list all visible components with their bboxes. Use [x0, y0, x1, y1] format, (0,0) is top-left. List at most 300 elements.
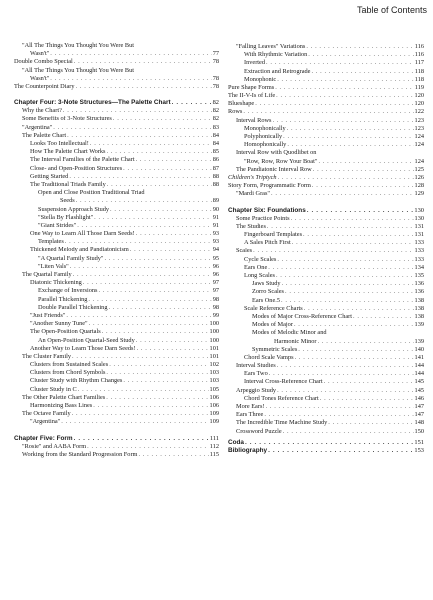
toc-entry[interactable] [14, 378, 219, 386]
toc-page-number: 140 [414, 345, 424, 353]
toc-entry[interactable] [14, 148, 219, 156]
toc-page-number: 139 [414, 321, 424, 329]
toc-chapter-heading[interactable] [14, 99, 219, 107]
toc-dot-leader [73, 271, 212, 279]
toc-entry[interactable] [14, 181, 219, 189]
toc-dot-leader [306, 43, 413, 51]
toc-dot-leader [295, 354, 414, 362]
toc-entry-title: More Ears! [236, 403, 265, 411]
toc-dot-leader [108, 304, 211, 312]
toc-entry[interactable] [14, 42, 219, 50]
toc-entry[interactable] [228, 288, 424, 296]
toc-entry[interactable] [14, 312, 219, 320]
toc-page-number: 133 [414, 247, 424, 255]
toc-entry[interactable] [228, 190, 424, 198]
toc-page-number: 82 [212, 115, 219, 123]
toc-page-number: 112 [209, 442, 219, 450]
toc-dot-leader [93, 402, 208, 410]
toc-entry-title: The II-V-Is of Life [228, 92, 276, 100]
toc-page-number: 78 [212, 74, 219, 82]
toc-entry[interactable] [228, 149, 424, 157]
toc-entry[interactable] [228, 182, 424, 190]
toc-page-number: 98 [212, 303, 219, 311]
toc-entry[interactable] [14, 451, 219, 459]
toc-entry-title: Parallel Thickening [38, 295, 88, 303]
toc-page-number: 125 [414, 165, 424, 173]
toc-dot-leader [83, 279, 212, 287]
toc-page-number: 105 [209, 385, 219, 393]
toc-entry[interactable] [228, 248, 424, 256]
toc-page-number: 82 [212, 99, 219, 107]
toc-page-number: 134 [414, 263, 424, 271]
toc-page-number: 119 [414, 83, 424, 91]
toc-page-number: 144 [414, 370, 424, 378]
toc-dot-leader [283, 428, 414, 436]
toc-page-number: 96 [212, 262, 219, 270]
toc-entry[interactable] [228, 84, 424, 92]
toc-dot-leader [328, 419, 413, 427]
toc-entry[interactable] [228, 387, 424, 395]
toc-entry-title: Modes of Melodic Minor and [252, 329, 327, 337]
toc-dot-leader [69, 173, 211, 181]
toc-entry[interactable] [14, 124, 219, 132]
toc-page-number: 139 [414, 337, 424, 345]
toc-entry-title: The Pandiatonic Interval Row [236, 165, 312, 173]
toc-entry[interactable] [14, 156, 219, 164]
toc-entry[interactable] [228, 239, 424, 247]
toc-page-number: 101 [209, 352, 219, 360]
toc-entry[interactable] [228, 125, 424, 133]
toc-page-number: 102 [209, 361, 219, 369]
toc-entry-title: Working from the Standard Progression Form [22, 451, 138, 458]
toc-entry[interactable] [228, 92, 424, 100]
toc-entry[interactable] [14, 402, 219, 410]
toc-entry[interactable] [228, 403, 424, 411]
toc-page-number: 96 [212, 271, 219, 279]
toc-entry[interactable] [14, 304, 219, 312]
toc-entry-title: Monophonic [244, 75, 277, 83]
toc-page-number: 129 [414, 190, 424, 198]
toc-page-number: 130 [414, 214, 424, 222]
toc-dot-leader [255, 100, 413, 108]
toc-dot-leader [268, 264, 413, 272]
toc-page-number: 147 [414, 403, 424, 411]
toc-entry[interactable] [14, 189, 219, 197]
toc-dot-leader [50, 75, 211, 83]
toc-entry[interactable] [228, 419, 424, 427]
toc-entry-title: Double Combo Special [14, 58, 73, 66]
toc-page-number: 106 [209, 402, 219, 410]
toc-page-number: 109 [209, 418, 219, 426]
toc-entry-title: The Incredible Time Machine Study [236, 419, 328, 427]
toc-dot-leader [264, 411, 413, 419]
toc-entry[interactable] [228, 297, 424, 305]
toc-entry[interactable] [228, 117, 424, 125]
toc-entry[interactable] [14, 320, 219, 328]
toc-page-number: 141 [414, 353, 424, 361]
toc-entry[interactable] [228, 321, 424, 329]
toc-dot-leader [318, 338, 414, 346]
toc-entry[interactable] [14, 279, 219, 287]
toc-dot-leader [66, 312, 211, 320]
toc-gap [14, 91, 219, 99]
toc-page-number: 116 [414, 51, 424, 59]
toc-page-number: 100 [209, 320, 219, 328]
toc-entry[interactable] [228, 305, 424, 313]
toc-entry-title: Modes of Major Cross-Reference Chart [252, 313, 353, 320]
toc-dot-leader [285, 288, 414, 296]
toc-dot-leader [76, 83, 212, 91]
toc-entry-title: "Falling Leaves" Variations [236, 43, 306, 50]
toc-entry-title: The Other Palette Chart Families [22, 393, 106, 401]
toc-dot-leader [70, 263, 212, 271]
toc-entry[interactable] [14, 410, 219, 418]
toc-page-number: 133 [414, 255, 424, 263]
toc-entry-title: The Counterpoint Diary [14, 82, 75, 90]
toc-page-number: 131 [414, 222, 424, 230]
toc-entry-title: Chapter Five: Form [14, 434, 73, 442]
toc-dot-leader [268, 447, 413, 455]
toc-entry[interactable] [228, 338, 424, 346]
toc-page-number: 99 [212, 312, 219, 319]
toc-entry[interactable] [228, 51, 424, 59]
toc-entry[interactable] [14, 50, 219, 58]
toc-dot-leader [324, 379, 414, 387]
toc-page-number: 123 [414, 116, 424, 124]
toc-page-number: 97 [212, 287, 219, 295]
toc-page-number: 84 [212, 140, 219, 148]
toc-dot-leader [106, 369, 208, 377]
toc-dot-leader [281, 297, 414, 305]
toc-entry[interactable] [228, 158, 424, 166]
toc-dot-leader [275, 84, 414, 92]
toc-dot-leader [113, 116, 212, 124]
toc-dot-leader [312, 182, 414, 190]
toc-dot-leader [123, 378, 208, 386]
toc-dot-leader [136, 337, 209, 345]
toc-entry[interactable] [14, 222, 219, 230]
toc-page-number: 106 [209, 393, 219, 401]
toc-page-number: 150 [414, 427, 424, 435]
toc-entry-title: Interval Studies [236, 362, 276, 370]
toc-dot-leader [137, 345, 209, 353]
toc-page-number: 111 [209, 434, 219, 442]
toc-page-number: 83 [212, 123, 219, 131]
toc-entry[interactable] [228, 329, 424, 337]
toc-entry-title: Clusters from Chord Symbols [30, 369, 106, 377]
toc-entry[interactable] [14, 287, 219, 295]
toc-page-number: 118 [414, 75, 424, 83]
toc-page-number: 120 [414, 92, 424, 100]
toc-dot-leader [276, 272, 414, 280]
toc-entry[interactable] [14, 230, 219, 238]
toc-dot-leader [109, 361, 208, 369]
toc-entry-title: Fingerboard Templates [244, 231, 303, 239]
toc-entry-title: Seeds [60, 197, 75, 205]
toc-entry[interactable] [228, 379, 424, 387]
toc-left-column [14, 42, 219, 459]
toc-page-number: 136 [414, 280, 424, 288]
toc-dot-leader [273, 117, 414, 125]
toc-entry[interactable] [228, 59, 424, 67]
toc-page-number: 117 [414, 59, 424, 67]
toc-dot-leader [107, 148, 212, 156]
toc-entry[interactable] [14, 116, 219, 124]
toc-entry[interactable] [228, 141, 424, 149]
toc-page-number: 124 [414, 133, 424, 141]
toc-entry-title: "All The Things You Thought You Were But [22, 42, 134, 49]
toc-entry-title: Wasn't" [30, 74, 50, 82]
toc-entry[interactable] [14, 83, 219, 91]
toc-entry[interactable] [14, 345, 219, 353]
toc-chapter-heading[interactable] [14, 435, 219, 443]
toc-dot-leader [276, 92, 413, 100]
toc-entry-title: Interval Rows [236, 116, 272, 124]
toc-entry-title: "Mardi Gras" [236, 190, 270, 198]
toc-entry[interactable] [228, 272, 424, 280]
toc-page-number: 78 [212, 82, 219, 90]
toc-entry[interactable] [14, 263, 219, 271]
toc-entry-title: "Stella By Flashlight" [38, 213, 94, 221]
toc-entry-title: Children's Triptych [228, 174, 277, 181]
toc-entry-title: Thickened Melody and Pandiatonicism [30, 246, 129, 254]
toc-entry-title: Diatonic Thickening [30, 279, 82, 287]
toc-page-number: 147 [414, 411, 424, 419]
toc-entry[interactable] [14, 418, 219, 426]
toc-dot-leader [277, 362, 414, 370]
toc-dot-leader [282, 280, 414, 288]
toc-entry-title: Some Practice Points [236, 214, 290, 222]
toc-dot-leader [245, 439, 413, 447]
toc-dot-leader [50, 50, 211, 58]
toc-dot-leader [313, 166, 414, 174]
toc-entry[interactable] [228, 109, 424, 117]
toc-page-number: 130 [414, 206, 424, 214]
toc-entry-title: Another Way to Learn Those Darn Seeds! [30, 344, 136, 352]
toc-entry[interactable] [14, 353, 219, 361]
toc-page-number: 84 [212, 131, 219, 139]
toc-page-number: 131 [414, 231, 424, 239]
toc-entry-title: Cycle Scales [244, 255, 277, 263]
toc-entry[interactable] [228, 264, 424, 272]
toc-entry[interactable] [14, 197, 219, 205]
toc-dot-leader [106, 394, 208, 402]
toc-entry-title: Bibliography [228, 447, 268, 454]
toc-entry-title: The Interval Families of the Palette Chart [30, 156, 135, 164]
toc-dot-leader [304, 305, 414, 313]
toc-entry-title: Pure Shape Forms [228, 83, 275, 91]
toc-dot-leader [277, 256, 413, 264]
toc-entry-title: Looks Too Intellectual! [30, 140, 89, 148]
toc-entry-title: The Octave Family [22, 410, 71, 418]
toc-dot-leader [243, 109, 413, 117]
toc-entry-title: Blueshape [228, 100, 255, 108]
toc-dot-leader [87, 443, 209, 451]
toc-entry[interactable] [14, 296, 219, 304]
toc-entry[interactable] [14, 58, 219, 66]
toc-dot-leader [292, 239, 414, 247]
toc-page-number: 124 [414, 157, 424, 165]
toc-entry[interactable] [228, 411, 424, 419]
toc-page-number: 103 [209, 377, 219, 385]
toc-entry-title: Double Parallel Thickening [38, 303, 108, 311]
toc-dot-leader [298, 346, 413, 354]
toc-page-number: 77 [212, 50, 219, 58]
toc-entry[interactable] [14, 75, 219, 83]
toc-entry[interactable] [14, 394, 219, 402]
toc-entry[interactable] [14, 165, 219, 173]
toc-entry-title: Harmonizing Bass Lines [30, 402, 93, 410]
toc-entry-title: Ears One [244, 263, 268, 271]
toc-entry[interactable] [228, 133, 424, 141]
toc-dot-leader [63, 107, 212, 115]
toc-entry-title: "Another Sunny Tune" [30, 320, 88, 328]
toc-entry-title: An Open-Position Quartal-Seed Study [38, 336, 135, 344]
toc-entry-title: Chord Tones Reference Chart [244, 394, 319, 402]
toc-page-number: 126 [414, 174, 424, 181]
toc-gap [14, 427, 219, 435]
toc-page-number: 82 [212, 107, 219, 115]
toc-entry-title: Coda [228, 438, 244, 446]
toc-entry-title: Inverted [244, 59, 265, 67]
toc-entry[interactable] [228, 223, 424, 231]
toc-entry-title: Polyphonically [244, 133, 283, 141]
toc-dot-leader [65, 238, 212, 246]
toc-entry-title: Monophonically [244, 124, 286, 132]
toc-dot-leader [53, 124, 211, 132]
toc-entry[interactable] [228, 76, 424, 84]
toc-entry-title: Suspension Approach Study [38, 205, 110, 213]
toc-entry[interactable] [228, 362, 424, 370]
toc-entry[interactable] [14, 214, 219, 222]
toc-page-number: 128 [414, 182, 424, 190]
toc-entry[interactable] [228, 231, 424, 239]
toc-entry-title: Rows [228, 108, 243, 116]
toc-dot-leader [266, 59, 414, 67]
toc-dot-leader [266, 403, 414, 411]
toc-page-number: 135 [414, 272, 424, 280]
toc-entry-title: "Giant Strides" [38, 221, 77, 229]
toc-dot-leader [89, 320, 209, 328]
toc-entry-title: "Rosie" and AABA Form [22, 442, 87, 450]
toc-entry-title: Cluster Study with Rhythm Changes [30, 377, 123, 385]
toc-entry[interactable] [14, 255, 219, 263]
toc-dot-leader [294, 321, 414, 329]
toc-page-number: 100 [209, 336, 219, 344]
toc-entry-title: "Row, Row, Row Your Boat" [244, 157, 318, 165]
toc-entry[interactable] [14, 247, 219, 255]
toc-entry-title: Jaws Study [252, 280, 281, 288]
toc-entry[interactable] [14, 386, 219, 394]
toc-entry-title: Chapter Four: 3-Note Structures—The Palette Chart [14, 99, 171, 107]
toc-entry-title: The Studies [236, 222, 266, 230]
toc-page-number: 97 [212, 279, 219, 287]
toc-entry[interactable] [228, 100, 424, 108]
toc-entry[interactable] [14, 67, 219, 75]
toc-dot-leader [98, 287, 211, 295]
toc-entry-title: Templates [38, 238, 64, 246]
toc-entry[interactable] [228, 166, 424, 174]
toc-entry[interactable] [14, 443, 219, 451]
toc-entry-title: Close- and Open-Position Structures [30, 164, 123, 172]
toc-entry-title: Clusters from Sustained Scales [30, 361, 109, 369]
toc-entry-title: Interval Cross-Reference Chart [244, 378, 323, 386]
toc-entry[interactable] [14, 238, 219, 246]
toc-entry[interactable] [228, 370, 424, 378]
toc-entry[interactable] [14, 337, 219, 345]
toc-entry[interactable] [14, 361, 219, 369]
toc-entry[interactable] [228, 256, 424, 264]
toc-page-number: 145 [414, 386, 424, 394]
toc-entry[interactable] [228, 346, 424, 354]
toc-entry[interactable] [14, 140, 219, 148]
toc-entry[interactable] [14, 173, 219, 181]
toc-entry-title: Extraction and Retrograde [244, 67, 311, 75]
toc-entry-title: Some Benefits of 3-Note Structures [22, 115, 112, 123]
toc-dot-leader [271, 190, 414, 198]
toc-entry[interactable] [14, 328, 219, 336]
toc-entry-title: Chord Scale Vamps [244, 353, 294, 361]
toc-entry-title: Why the Chart? [22, 107, 62, 115]
toc-page-number: 101 [209, 344, 219, 352]
toc-entry[interactable] [228, 68, 424, 76]
toc-entry[interactable] [228, 43, 424, 51]
toc-entry[interactable] [228, 280, 424, 288]
toc-entry-title: Crossword Puzzle [236, 427, 282, 435]
toc-entry[interactable] [228, 313, 424, 321]
toc-dot-leader [172, 99, 212, 107]
toc-chapter-heading[interactable] [228, 447, 424, 455]
toc-entry[interactable] [14, 369, 219, 377]
toc-page-number: 123 [414, 124, 424, 132]
toc-dot-leader [287, 125, 414, 133]
toc-chapter-heading[interactable] [228, 207, 424, 215]
toc-entry-title: Homophonically [244, 141, 287, 149]
toc-entry[interactable] [14, 206, 219, 214]
toc-page-number: 98 [212, 295, 219, 303]
toc-dot-leader [88, 296, 211, 304]
toc-dot-leader [278, 174, 414, 182]
toc-dot-leader [277, 76, 414, 84]
toc-entry-title: "Argentina" [30, 418, 61, 426]
toc-entry[interactable] [228, 174, 424, 182]
toc-entry-title: Interval Row with Quodlibet on [236, 149, 317, 157]
toc-page-number: 136 [414, 288, 424, 296]
toc-dot-leader [283, 133, 413, 141]
toc-entry-title: The Traditional Triads Family [30, 181, 106, 188]
toc-page-number: 120 [414, 100, 424, 108]
toc-entry[interactable] [14, 107, 219, 115]
toc-dot-leader [320, 395, 414, 403]
toc-gap [228, 199, 424, 207]
toc-page-number: 144 [414, 362, 424, 370]
toc-right-column [228, 43, 424, 455]
page-header-title: Table of Contents [356, 5, 427, 15]
toc-entry-title: One Way to Learn All Those Darn Seeds! [30, 230, 135, 238]
toc-dot-leader [78, 386, 209, 394]
toc-entry[interactable] [228, 395, 424, 403]
toc-entry[interactable] [228, 215, 424, 223]
toc-page-number: 116 [414, 43, 424, 50]
toc-entry-title: Chapter Six: Foundations [228, 206, 306, 214]
toc-entry[interactable] [14, 271, 219, 279]
toc-entry-title: Arpeggio Study [236, 386, 277, 394]
toc-page-number: 91 [212, 213, 219, 221]
toc-entry[interactable] [228, 354, 424, 362]
toc-entry[interactable] [14, 132, 219, 140]
toc-chapter-heading[interactable] [228, 439, 424, 447]
toc-entry[interactable] [228, 428, 424, 436]
